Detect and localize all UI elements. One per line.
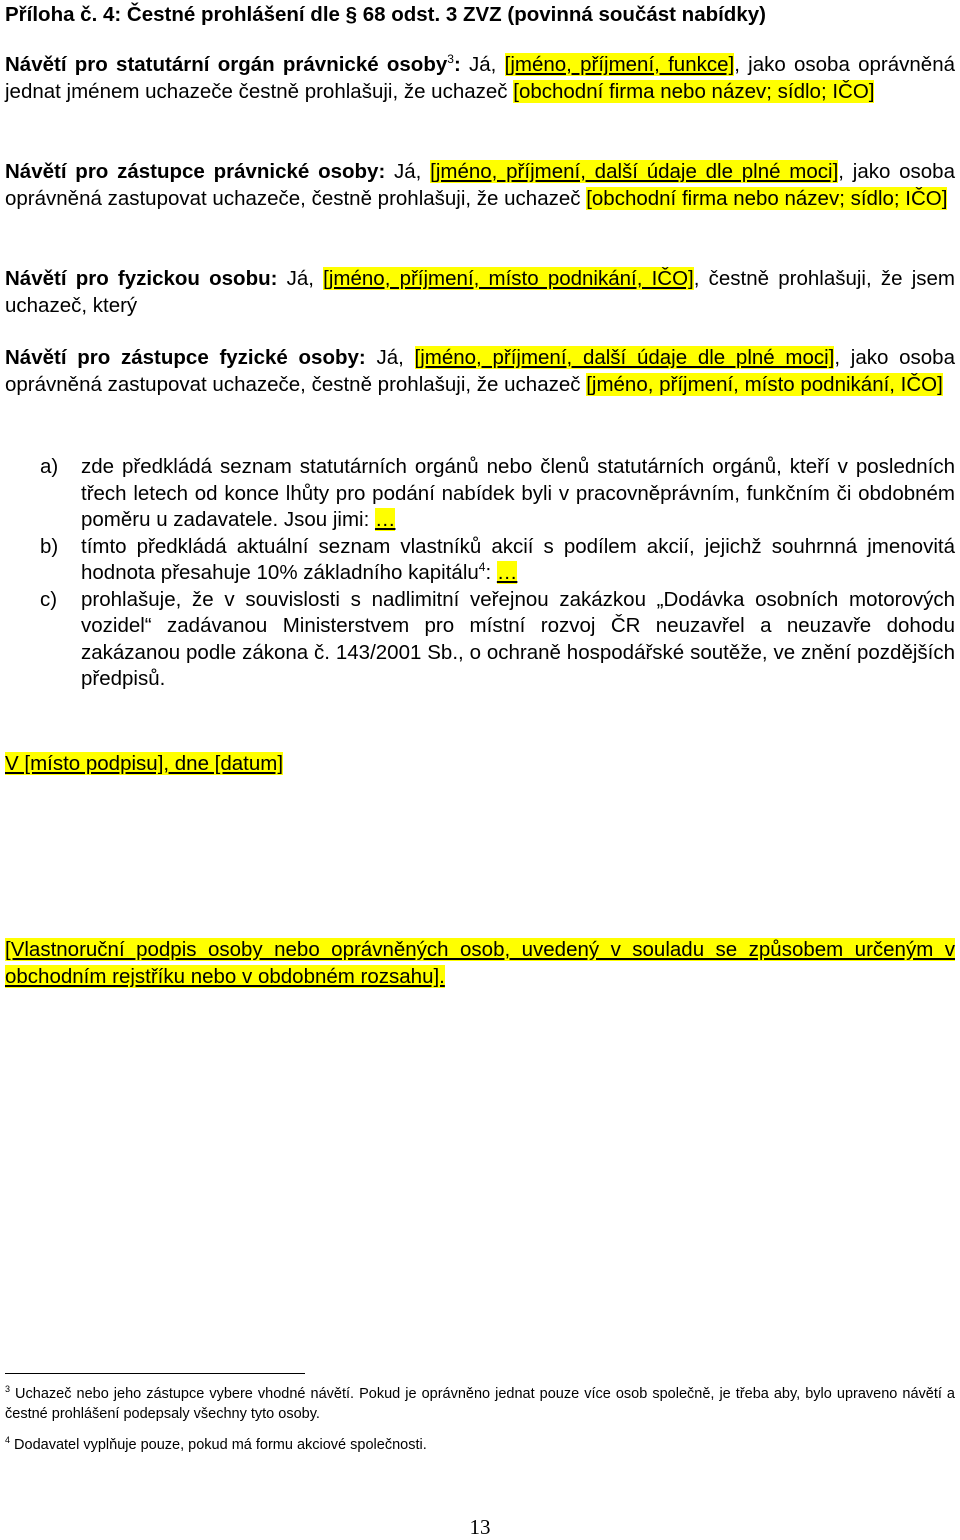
list-marker: b) <box>40 534 59 558</box>
placeholder-ellipsis: … <box>374 508 396 531</box>
footnote-ref-3: 3 <box>447 52 454 67</box>
page-number: 13 <box>469 1515 491 1539</box>
list-item: a) zde předkládá seznam statutárních orgánů nebo členů statutárních orgánů, kteří v posledních třech letech od konce lhůty pro podání nabídek byli v pracovněprávním, funkčním či obdobném poměru u zadavatele. Jsou jimi: … <box>40 455 955 531</box>
placeholder-place-date: V [místo podpisu], dne [datum] <box>5 752 284 775</box>
footnote-number: 4 <box>5 1435 11 1446</box>
intro-label: Návětí pro zástupce fyzické osoby: <box>5 346 366 369</box>
intro-label: Návětí pro statutární orgán právnické osoby <box>5 53 448 76</box>
signature-block <box>5 937 955 990</box>
placeholder-ellipsis: … <box>496 561 518 584</box>
intro-label: Návětí pro zástupce právnické osoby: <box>5 160 386 183</box>
declarations-list <box>5 454 955 693</box>
list-item: b) tímto předkládá aktuální seznam vlastníků akcií s podílem akcií, jejichž souhrnná jmenovitá hodnota přesahuje 10% základního kapitálu$^4$: … <box>40 534 955 584</box>
placeholder-rep-name: [jméno, příjmení, další údaje dle plné moci] <box>414 346 835 369</box>
list-marker: c) <box>40 587 58 611</box>
footnote-3: $^3$ Uchazeč nebo jeho zástupce vybere vhodné návětí. Pokud je oprávněno jednat pouze více osob společně, je třeba aby, bylo upraveno návětí a čestné prohlášení podepsaly všechny tyto osoby. <box>5 1384 955 1422</box>
placeholder-person: [jméno, příjmení, místo podnikání, IČO] <box>323 267 694 290</box>
placeholder-rep-name: [jméno, příjmení, další údaje dle plné moci] <box>430 160 839 183</box>
footnote-number: 3 <box>5 1384 11 1395</box>
placeholder-name-function: [jméno, příjmení, funkce] <box>504 53 735 76</box>
intro-legal-representative: Návětí pro zástupce právnické osoby: Já, [jméno, příjmení, další údaje dle plné moci], jako osoba oprávněná zastupovat uchazeče, čestně prohlašuji, že uchazeč [obchodní firma nebo název; sídlo; IČO] <box>5 160 955 210</box>
footnote-4: $^4$ Dodavatel vyplňuje pouze, pokud má formu akciové společnosti. <box>5 1435 427 1453</box>
intro-statutory-body: Návětí pro statutární orgán právnické osoby$^3$: Já, [jméno, příjmení, funkce], jako osoba oprávněná jednat jménem uchazeče čestně prohlašuji, že uchazeč [obchodní firma nebo název; sídlo; IČO] <box>5 52 955 103</box>
intro-natural-representative: Návětí pro zástupce fyzické osoby: Já, [jméno, příjmení, další údaje dle plné moci], jako osoba oprávněná zastupovat uchazeče, čestně prohlašuji, že uchazeč [jméno, příjmení, místo podnikání, IČO] <box>5 346 955 396</box>
placeholder-company: [obchodní firma nebo název; sídlo; IČO] <box>513 79 875 103</box>
page-title: Příloha č. 4: Čestné prohlášení dle § 68 odst. 3 ZVZ (povinná součást nabídky) <box>5 3 766 26</box>
footnote-ref-4: 4 <box>478 560 486 575</box>
list-item: c) prohlašuje, že v souvislosti s nadlimitní veřejnou zakázkou „Dodávka osobních motorových vozidel“ zadávanou Ministerstvem pro místní rozvoj ČR neuzavřel a neuzavře dohodu zakázanou podle zákona č. 143/2001 Sb., o ochraně hospodářské soutěže, ve znění pozdějších předpisů. <box>40 587 955 690</box>
footnote-separator <box>5 1373 305 1374</box>
list-marker: a) <box>40 455 59 478</box>
intro-natural-person: Návětí pro fyzickou osobu: Já, [jméno, příjmení, místo podnikání, IČO], čestně prohlašuji, že jsem uchazeč, který <box>5 267 955 317</box>
place-date-line <box>5 751 955 778</box>
placeholder-person: [jméno, příjmení, místo podnikání, IČO] <box>586 372 943 396</box>
placeholder-company: [obchodní firma nebo název; sídlo; IČO] <box>586 186 948 210</box>
placeholder-signature: [Vlastnoruční podpis osoby nebo oprávněných osob, uvedený v souladu se způsobem určeným v obchodním rejstříku nebo v obdobném rozsahu]. <box>5 938 955 988</box>
intro-label: Návětí pro fyzickou osobu: <box>5 267 278 290</box>
